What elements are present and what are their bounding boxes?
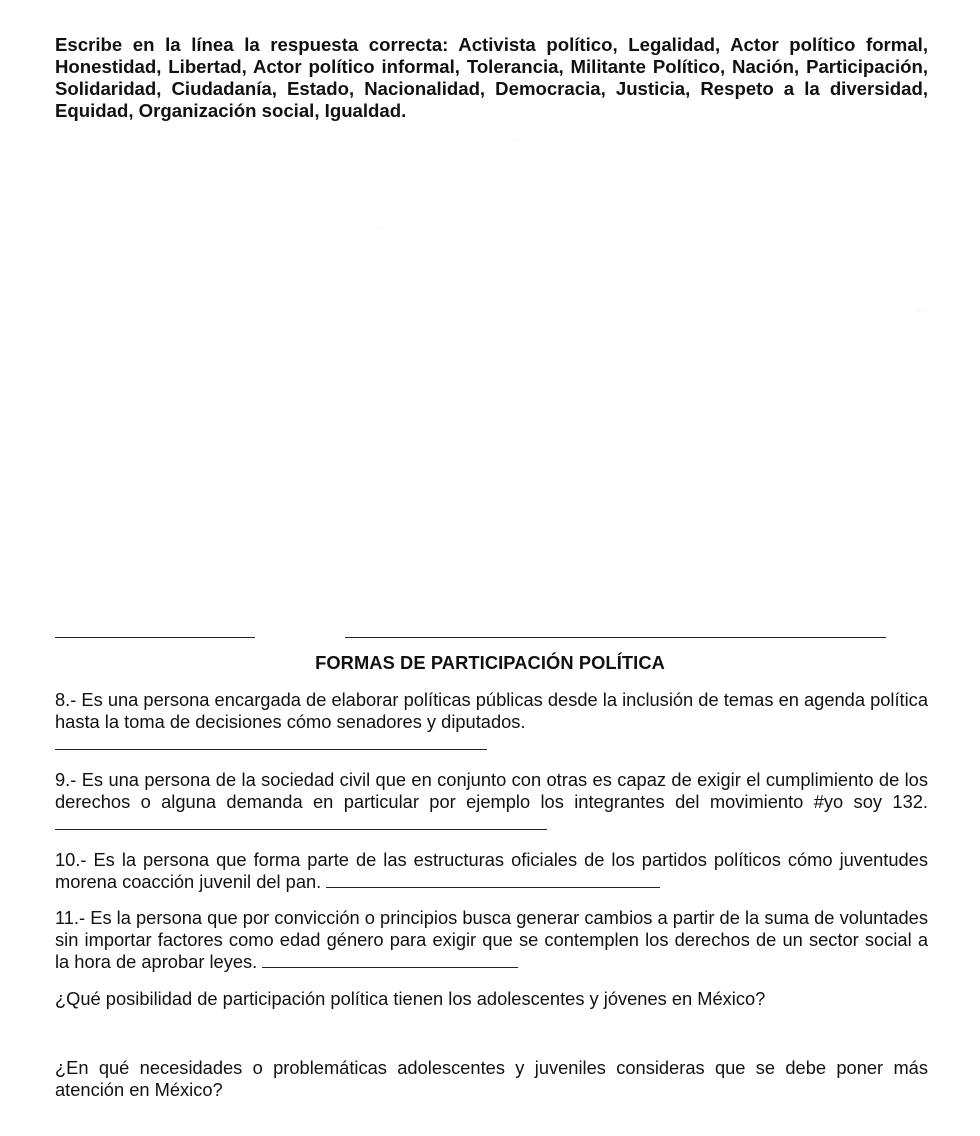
scan-speck: · ·: [918, 308, 924, 314]
question-11-text: 11.- Es la persona que por convicción o principios busca generar cambios a partir de la suma de voluntades sin importar factores como edad género para exigir que se contemplen los derechos de un sector social a la hora de aprobar leyes.: [55, 907, 928, 972]
scan-speck: · ·: [376, 226, 382, 232]
question-9-text-end: 132.: [892, 791, 928, 812]
question-9: [55, 769, 928, 835]
scan-speck: ·: [516, 138, 518, 144]
section-title: FORMAS DE PARTICIPACIÓN POLÍTICA: [315, 652, 665, 673]
question-8-text: 8.- Es una persona encargada de elaborar políticas públicas desde la inclusión de temas en agenda política hasta la toma de decisiones cómo senadores y diputados.: [55, 689, 928, 732]
question-11: [55, 907, 928, 973]
question-8: [55, 689, 928, 755]
question-11-answer-line[interactable]: [262, 951, 518, 968]
question-8-answer-line[interactable]: [55, 733, 487, 750]
question-9-answer-line[interactable]: [55, 813, 547, 830]
open-question-2: ¿En qué necesidades o problemáticas adolescentes y juveniles consideras que se debe poner más atención en México?: [55, 1057, 928, 1100]
question-10-text: 10.- Es la persona que forma parte de las estructuras oficiales de los partidos políticos cómo juventudes morena coacción juvenil del pan.: [55, 849, 928, 892]
question-9-text: 9.- Es una persona de la sociedad civil que en conjunto con otras es capaz de exigir el cumplimiento de los derechos o alguna demanda en particular por ejemplo los integrantes del movimiento #yo soy: [55, 769, 928, 812]
question-10: [55, 849, 928, 893]
question-10-answer-line[interactable]: [326, 871, 660, 888]
instructions-text: Escribe en la línea la respuesta correcta: Activista político, Legalidad, Actor político formal, Honestidad, Libertad, Actor político informal, Tolerancia, Militante Político, Nación, Participación, Solidaridad, Ciudadanía, Estado, Nacionalidad, Democracia, Justicia, Respeto a la diversidad, Equidad, Organización social, Igualdad.: [55, 34, 928, 121]
answer-line-left[interactable]: [55, 637, 255, 638]
open-question-1: ¿Qué posibilidad de participación política tienen los adolescentes y jóvenes en México?: [55, 988, 766, 1009]
answer-line-right[interactable]: [345, 637, 886, 638]
